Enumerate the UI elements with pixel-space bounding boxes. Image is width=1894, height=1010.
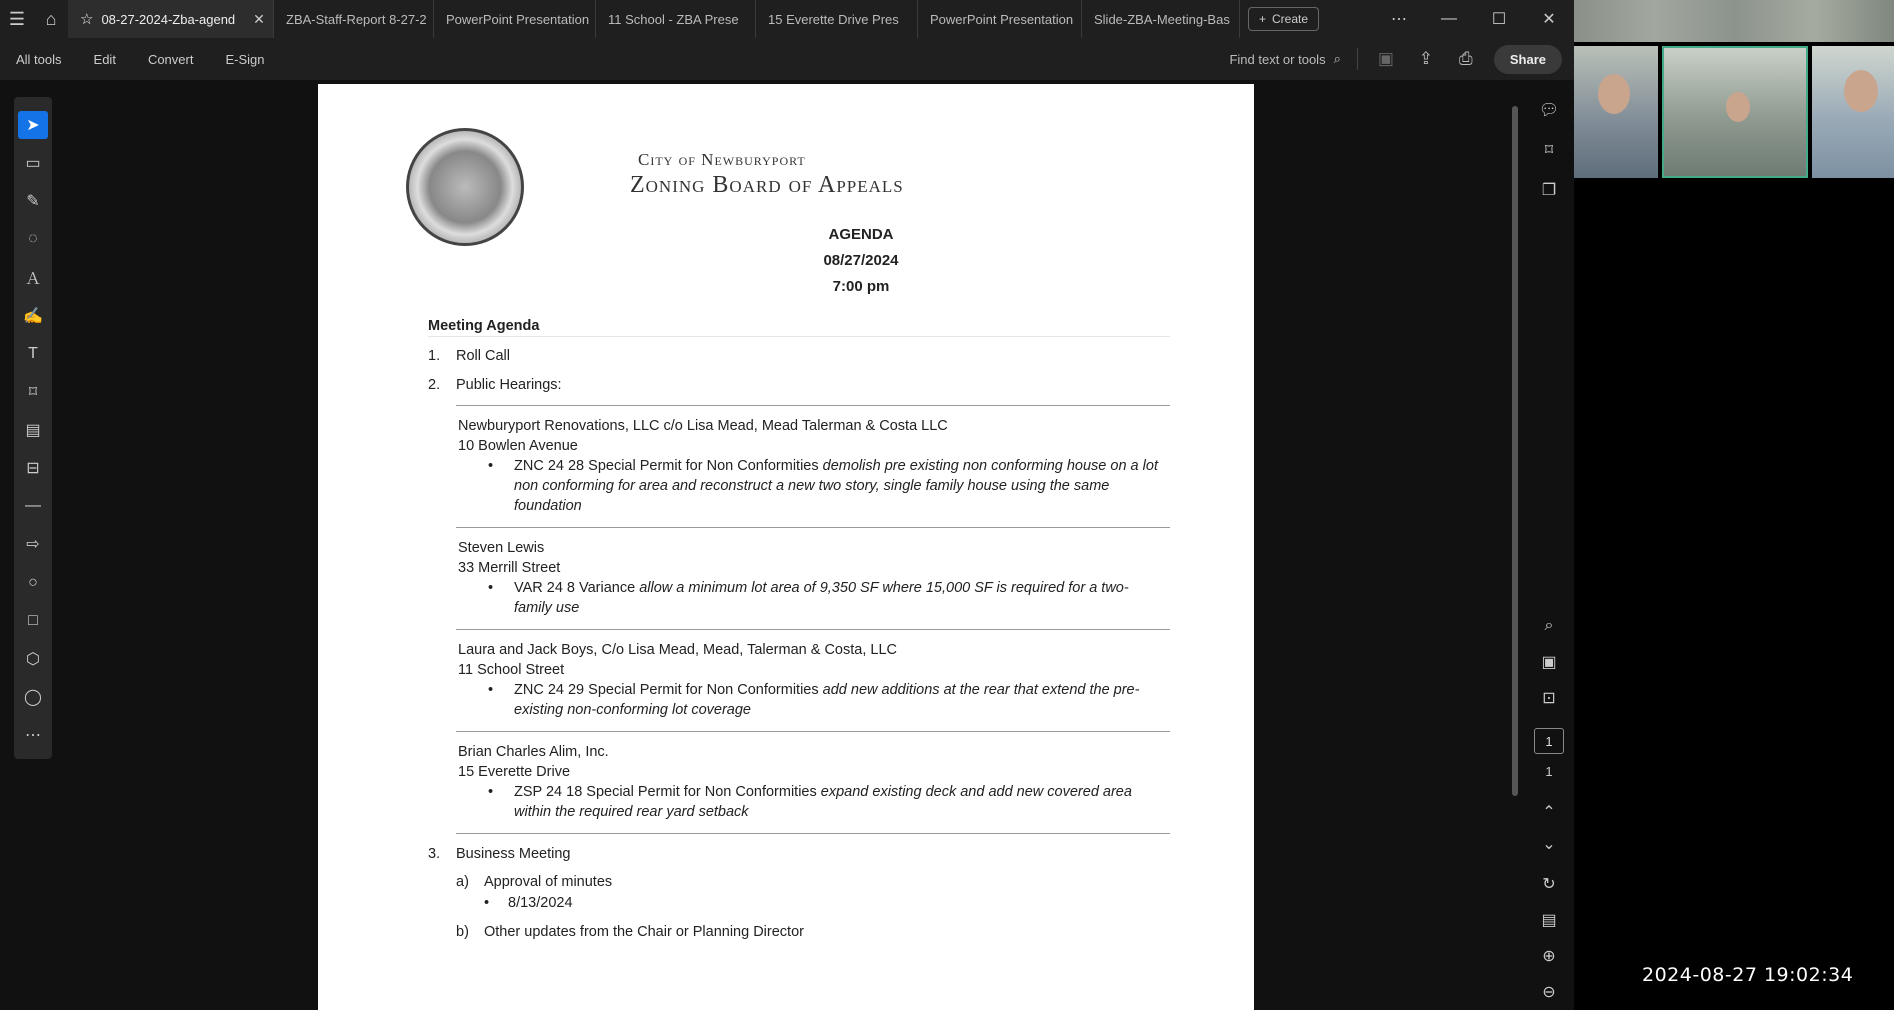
- menu-all-tools[interactable]: All tools: [16, 51, 62, 67]
- divider: [1357, 48, 1358, 70]
- sub-item-label: Other updates from the Chair or Planning Director: [484, 924, 804, 940]
- tab-powerpoint-2[interactable]: [918, 0, 1082, 38]
- create-button[interactable]: [1248, 7, 1319, 31]
- case-description: add new additions at the rear that extend the pre-existing non-conforming lot coverage: [514, 682, 1140, 718]
- agenda-date: 08/27/2024: [823, 252, 899, 269]
- item-label: Public Hearings:: [456, 377, 562, 393]
- item-label: Roll Call: [456, 348, 510, 364]
- tab-powerpoint-1[interactable]: [434, 0, 596, 38]
- divider: [456, 629, 1170, 630]
- tab-label: Slide-ZBA-Meeting-Bas: [1094, 11, 1230, 27]
- find-placeholder: Find text or tools: [1229, 51, 1326, 67]
- agenda-item-public-hearings: [428, 377, 562, 393]
- document-viewport[interactable]: [0, 80, 1574, 1010]
- rectangle-icon[interactable]: □: [28, 611, 38, 629]
- board-name: Zoning Board of Appeals: [630, 172, 904, 198]
- save-icon[interactable]: ▣: [1377, 49, 1394, 68]
- close-window-icon[interactable]: ✕: [1542, 11, 1556, 28]
- page-fit-icon[interactable]: ▤: [1541, 912, 1557, 929]
- bullet-icon: •: [488, 784, 494, 800]
- comments-icon[interactable]: 💬︎: [1538, 102, 1560, 119]
- upload-cloud-icon[interactable]: ⇪: [1418, 49, 1433, 68]
- case-detail: [488, 456, 1158, 516]
- more-tools-icon[interactable]: ⋯: [25, 727, 41, 745]
- agenda-item-business-meeting: [428, 846, 570, 862]
- participant-face: [1844, 70, 1878, 112]
- more-options-icon[interactable]: ⋯: [1391, 11, 1407, 28]
- tab-school-presentation[interactable]: [596, 0, 756, 38]
- share-button[interactable]: Share: [1494, 45, 1562, 74]
- sub-item-other-updates: [456, 924, 804, 940]
- bookmark-icon[interactable]: ⌑: [28, 383, 38, 401]
- case-address: 33 Merrill Street: [458, 560, 561, 576]
- video-feed-participant: [1812, 46, 1894, 178]
- case-code: ZNC 24 28 Special Permit for Non Conformities: [514, 458, 823, 474]
- text-select-icon[interactable]: Ａ: [24, 271, 41, 289]
- item-number: 1.: [428, 348, 441, 364]
- bullet-icon: •: [488, 682, 494, 698]
- case-description: demolish pre existing non conforming house on a lot non conforming for area and reconstruct a new two story, single family house using the same foundation: [514, 458, 1158, 514]
- create-label: Create: [1272, 12, 1309, 26]
- case-code: VAR 24 8 Variance: [514, 580, 640, 596]
- print-icon[interactable]: ⎙: [1459, 49, 1473, 68]
- add-text-icon[interactable]: T: [28, 344, 38, 362]
- sub-item-label: Approval of minutes: [484, 874, 613, 890]
- agenda-item-roll-call: [428, 348, 510, 364]
- hamburger-menu-icon[interactable]: ☰: [8, 8, 26, 29]
- add-comment-icon[interactable]: ▭: [25, 155, 41, 173]
- hearing-case: [458, 416, 1158, 516]
- home-icon[interactable]: ⌂: [45, 8, 57, 29]
- case-detail-text: [512, 578, 1158, 618]
- zoom-in-icon[interactable]: ⊕: [1542, 948, 1556, 965]
- case-applicant: Newburyport Renovations, LLC c/o Lisa Mead, Mead Talerman & Costa LLC: [458, 418, 948, 434]
- item-number: 3.: [428, 846, 441, 862]
- divider: [428, 336, 1170, 337]
- case-code: ZSP 24 18 Special Permit for Non Conformities: [514, 784, 821, 800]
- tab-label: 08-27-2024-Zba-agend: [101, 11, 236, 27]
- tab-label: ZBA-Staff-Report 8-27-2: [286, 11, 427, 27]
- video-feed-room: [1574, 0, 1894, 42]
- item-number: 2.: [428, 377, 441, 393]
- circle-icon[interactable]: ○: [28, 573, 38, 591]
- tab-everette-presentation[interactable]: [756, 0, 918, 38]
- participant-face: [1726, 92, 1750, 122]
- plus-icon: +: [1259, 12, 1267, 26]
- sub-item-letter: a): [456, 874, 469, 890]
- hearing-case: [458, 742, 1158, 822]
- search-document-icon[interactable]: ⌕: [1544, 617, 1554, 634]
- vertical-scrollbar[interactable]: [1510, 96, 1520, 1010]
- case-address: 10 Bowlen Avenue: [458, 438, 578, 454]
- minutes-date: 8/13/2024: [508, 895, 573, 911]
- sub-item-approval-minutes: [456, 874, 612, 890]
- menu-right-tools: [1229, 45, 1574, 74]
- case-address: 11 School Street: [458, 662, 565, 678]
- case-description: allow a minimum lot area of 9,350 SF where 15,000 SF is required for a two-family use: [514, 580, 1129, 616]
- tab-staff-report[interactable]: [274, 0, 434, 38]
- save-pdf-icon[interactable]: ▣: [1541, 654, 1557, 671]
- video-feed-participant: [1574, 46, 1658, 178]
- menu-bar: [0, 38, 1574, 80]
- case-applicant: Steven Lewis: [458, 540, 545, 556]
- pages-panel-icon[interactable]: ❐: [1541, 182, 1557, 199]
- left-toolbar: [14, 97, 52, 759]
- menu-convert[interactable]: Convert: [147, 51, 194, 67]
- case-detail-text: [512, 782, 1158, 822]
- select-cursor-icon[interactable]: ➤: [18, 111, 48, 139]
- divider: [456, 405, 1170, 406]
- case-description: expand existing deck and add new covered area within the required rear yard setback: [514, 784, 1132, 820]
- tab-label: PowerPoint Presentation: [930, 11, 1074, 27]
- star-icon[interactable]: ☆: [80, 11, 94, 28]
- case-address: 15 Everette Drive: [458, 764, 571, 780]
- case-detail: [488, 680, 1158, 720]
- minimize-icon[interactable]: —: [1441, 10, 1457, 27]
- agenda-heading: AGENDA: [828, 226, 894, 243]
- right-toolbar: [1530, 88, 1568, 1010]
- case-detail: [488, 578, 1158, 618]
- bullet-icon: •: [488, 458, 494, 474]
- video-feed-participant: [1662, 46, 1808, 178]
- sub-item-letter: b): [456, 924, 469, 940]
- tab-agenda[interactable]: [68, 0, 274, 38]
- meeting-agenda-title: Meeting Agenda: [428, 318, 540, 334]
- participant-face: [1598, 74, 1630, 114]
- tab-label: 15 Everette Drive Pres: [768, 11, 899, 27]
- case-detail: [488, 782, 1158, 822]
- search-icon: ⌕: [1333, 51, 1341, 66]
- bullet-icon: •: [484, 895, 490, 911]
- cloud-shape-icon[interactable]: ◯: [24, 688, 42, 706]
- city-name: City of Newburyport: [638, 150, 806, 169]
- case-applicant: Brian Charles Alim, Inc.: [458, 744, 609, 760]
- case-code: ZNC 24 29 Special Permit for Non Conformities: [514, 682, 823, 698]
- video-conference-panel: [1574, 0, 1894, 1010]
- window-controls: [1374, 0, 1574, 38]
- zoom-out-icon[interactable]: ⊖: [1542, 984, 1556, 1001]
- lasso-icon[interactable]: ◌: [28, 230, 38, 248]
- arrow-icon[interactable]: ⇨: [26, 536, 40, 554]
- case-detail-text: [512, 456, 1158, 516]
- item-label: Business Meeting: [456, 846, 571, 862]
- chevron-down-icon[interactable]: ⌄: [1542, 836, 1556, 853]
- rotate-icon[interactable]: ↻: [1542, 876, 1556, 893]
- scan-icon[interactable]: ⊡: [1542, 690, 1556, 707]
- stamp-icon[interactable]: ▤: [25, 422, 41, 440]
- close-icon[interactable]: ✕: [253, 10, 265, 27]
- agenda-time: 7:00 pm: [832, 278, 890, 295]
- divider: [456, 527, 1170, 528]
- pdf-page: [318, 84, 1254, 1010]
- find-tools-search[interactable]: [1229, 51, 1340, 67]
- bookmarks-panel-icon[interactable]: ⌑: [1544, 142, 1554, 159]
- tab-label: 11 School - ZBA Prese: [608, 11, 739, 27]
- menu-esign[interactable]: E-Sign: [225, 51, 265, 67]
- bullet-icon: •: [488, 580, 494, 596]
- line-icon[interactable]: —: [25, 497, 41, 515]
- pen-icon[interactable]: ✎: [26, 193, 40, 211]
- case-detail-text: [512, 680, 1158, 720]
- tab-slide-meeting[interactable]: [1082, 0, 1240, 38]
- insert-icon[interactable]: ⊟: [26, 460, 40, 478]
- page-total: 1: [1545, 764, 1553, 779]
- divider: [456, 833, 1170, 834]
- divider: [456, 731, 1170, 732]
- signature-icon[interactable]: ✍: [23, 307, 43, 325]
- menu-edit[interactable]: Edit: [93, 51, 116, 67]
- current-page-input[interactable]: 1: [1534, 728, 1564, 754]
- chevron-up-icon[interactable]: ⌃: [1542, 804, 1556, 821]
- title-bar: [0, 0, 1574, 38]
- minutes-date-item: [484, 895, 573, 911]
- case-applicant: Laura and Jack Boys, C/o Lisa Mead, Mead, Talerman & Costa, LLC: [458, 642, 897, 658]
- hearing-case: [458, 640, 1158, 720]
- scroll-thumb[interactable]: [1512, 106, 1518, 796]
- hearing-case: [458, 538, 1158, 618]
- maximize-icon[interactable]: ☐: [1491, 11, 1507, 28]
- polygon-icon[interactable]: ⬡: [26, 650, 40, 668]
- tab-label: PowerPoint Presentation: [446, 11, 590, 27]
- video-timestamp: 2024-08-27 19:02:34: [1642, 964, 1854, 986]
